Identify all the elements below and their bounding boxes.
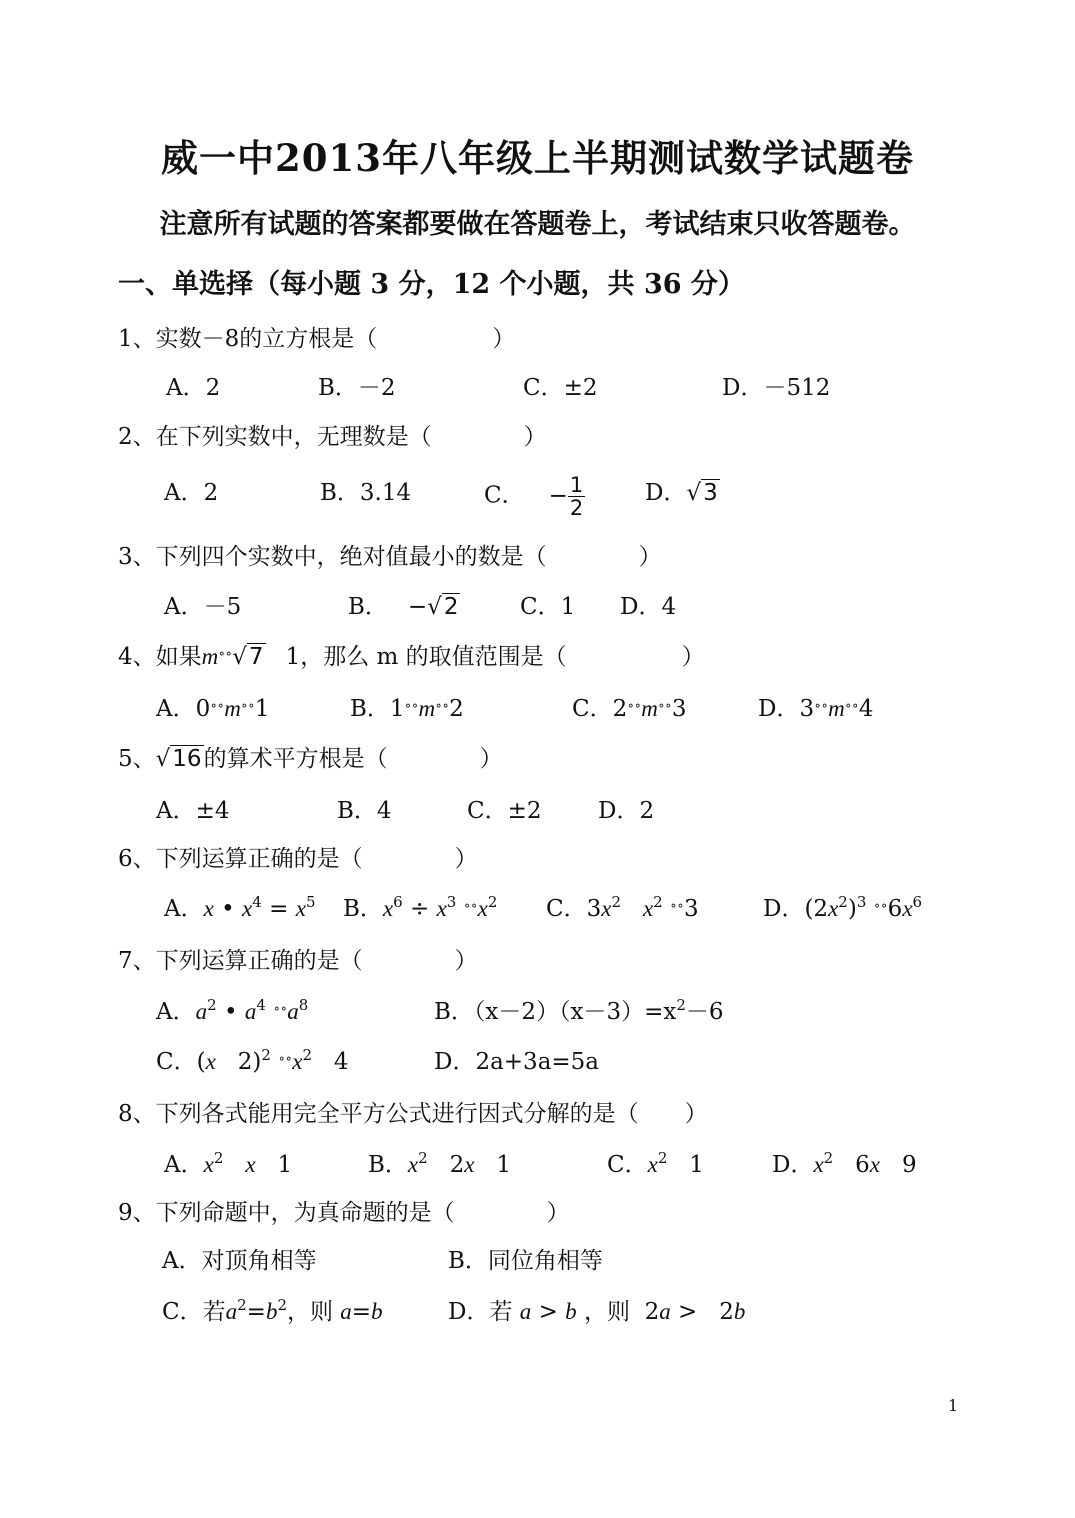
q9-d-label: D．若	[448, 1299, 513, 1325]
question-5: 5、√16的算术平方根是（ ）	[118, 746, 503, 772]
q3-option-d: D．4	[620, 594, 677, 620]
q4-stem-pre: 4、如果	[118, 644, 202, 670]
q4-a-tail: 1	[254, 696, 270, 722]
q5-option-d: D．2	[598, 798, 655, 824]
q8-c-label: C．	[607, 1152, 648, 1178]
q6-option-a: A．x • $x^4 = x^5$	[164, 893, 316, 922]
q3-option-b: B． −√2	[348, 594, 459, 620]
q6-c-label: C．	[546, 896, 587, 922]
q6-option-c: C．$3x^2$ $x^2$ ˚˚3	[546, 893, 699, 922]
q5-option-b: B．4	[337, 798, 392, 824]
question-8: 8、下列各式能用完全平方公式进行因式分解的是（ ）	[118, 1101, 708, 1127]
q2-option-b: B．3.14	[320, 480, 412, 506]
q5-option-a: A．±4	[156, 798, 230, 824]
page-title: 威一中2013年八年级上半期测试数学试题卷	[161, 136, 914, 180]
fraction-numerator: 1	[569, 473, 584, 497]
q7-option-d: D．2a+3a=5a	[434, 1049, 600, 1075]
q3-option-b-label: B．	[348, 594, 388, 620]
question-7: 7、下列运算正确的是（ ）	[118, 948, 478, 974]
q7-a-label: A．	[156, 999, 196, 1025]
q8-d-label: D．	[772, 1152, 814, 1178]
q8-option-d: D．$x^2$ 6x 9	[772, 1149, 917, 1178]
q5-option-c: C．±2	[467, 798, 542, 824]
q5-stem-post: 的算术平方根是（ ）	[203, 746, 503, 772]
question-1: 1、实数－8的立方根是（ ）	[118, 326, 516, 352]
q2-option-d-label: D．	[645, 480, 687, 506]
q4-d-label: D．3	[758, 696, 815, 722]
question-9: 9、下列命题中，为真命题的是（ ）	[118, 1200, 570, 1226]
q1-option-a: A．2	[166, 375, 221, 401]
q8-b-label: B．	[368, 1152, 408, 1178]
sqrt-symbol: √	[686, 480, 702, 506]
q4-option-c: C．2˚˚m˚˚3	[572, 696, 687, 722]
q2-option-d	[645, 474, 720, 507]
q4-c-tail: 3	[671, 696, 687, 722]
q7-option-a: A．$a^2$ • $a^4$ $˚˚a^8$	[156, 996, 309, 1025]
radicand: 16	[172, 746, 202, 772]
q3-option-a: A．－5	[164, 594, 242, 620]
question-6: 6、下列运算正确的是（ ）	[118, 846, 478, 872]
q9-option-b: B．同位角相等	[448, 1248, 603, 1274]
question-4: 4、如果m˚˚√7 1，那么 m 的取值范围是（ ）	[118, 644, 705, 670]
q2-option-c-label: C．	[484, 482, 525, 509]
var-m: m	[201, 644, 219, 669]
q6-option-d: D．$(2x^2)^3$ $˚˚6x^6$	[763, 893, 923, 922]
q9-option-c: C．若$a^2=b^2$，则 a=b	[162, 1296, 383, 1325]
question-2: 2、在下列实数中，无理数是（ ）	[118, 424, 547, 450]
question-3: 3、下列四个实数中，绝对值最小的数是（ ）	[118, 544, 662, 570]
q4-option-d: D．3˚˚m˚˚4	[758, 696, 874, 722]
q7-option-c: C．(x 2)$^2$ $˚˚x^2$ 4	[156, 1046, 349, 1075]
exam-notice: 注意所有试题的答案都要做在答题卷上，考试结束只收答题卷。	[159, 209, 916, 240]
sqrt-symbol: √	[427, 594, 442, 620]
q1-option-c: C．±2	[523, 375, 598, 401]
page-number: 1	[948, 1396, 959, 1415]
q6-b-label: B．	[343, 896, 383, 922]
q8-a-label: A．	[164, 1152, 204, 1178]
radicand: 3	[703, 480, 718, 506]
q6-d-label: D．	[763, 896, 805, 922]
q1-option-d: D．－512	[722, 375, 831, 401]
q8-option-b: B．$x^2$ 2x 1	[368, 1149, 512, 1178]
q8-option-c: C．$x^2$ 1	[607, 1149, 704, 1178]
q4-option-b: B．1˚˚m˚˚2	[350, 696, 464, 722]
fraction-neg-one-half	[568, 474, 585, 519]
q6-a-label: A．	[164, 896, 204, 922]
q3-option-c: C．1	[520, 594, 576, 620]
q7-c-label: C．	[156, 1049, 197, 1075]
q8-option-a: A．$x^2$ x 1	[164, 1149, 293, 1178]
q4-b-label: B．1	[350, 696, 405, 722]
q7-b-label: B．（x－2）（x－3）=x	[434, 999, 677, 1025]
q4-b-tail: 2	[449, 696, 464, 722]
q6-option-b: B．$x^6 \div x^3$ $˚˚x^2$	[343, 893, 498, 922]
q9-option-d: D．若 a > b ，则 2a > 2b	[448, 1299, 746, 1325]
q4-c-label: C．2	[572, 696, 628, 722]
q1-option-b: B．－2	[318, 375, 396, 401]
q4-d-tail: 4	[858, 696, 874, 722]
q2-option-c: C． − $\frac{1}{2}$	[484, 473, 584, 520]
q4-a-label: A．0	[156, 696, 211, 722]
q9-c-label: C．若	[162, 1299, 226, 1325]
q7-option-b: B．$(x-2)(x-3)=x^2-6$	[434, 996, 724, 1025]
q4-stem-post: 1，那么 m 的取值范围是（ ）	[285, 644, 705, 670]
q2-option-a: A．2	[164, 480, 219, 506]
radicand: 2	[443, 594, 459, 620]
q4-option-a: A．0˚˚m˚˚1	[156, 696, 270, 722]
section-heading-1: 一、单选择（每小题 3 分，12 个小题，共 36 分）	[118, 269, 745, 300]
fraction-denominator: 2	[569, 496, 584, 520]
radicand: 7	[248, 644, 264, 670]
q9-option-a: A．对顶角相等	[162, 1248, 317, 1274]
